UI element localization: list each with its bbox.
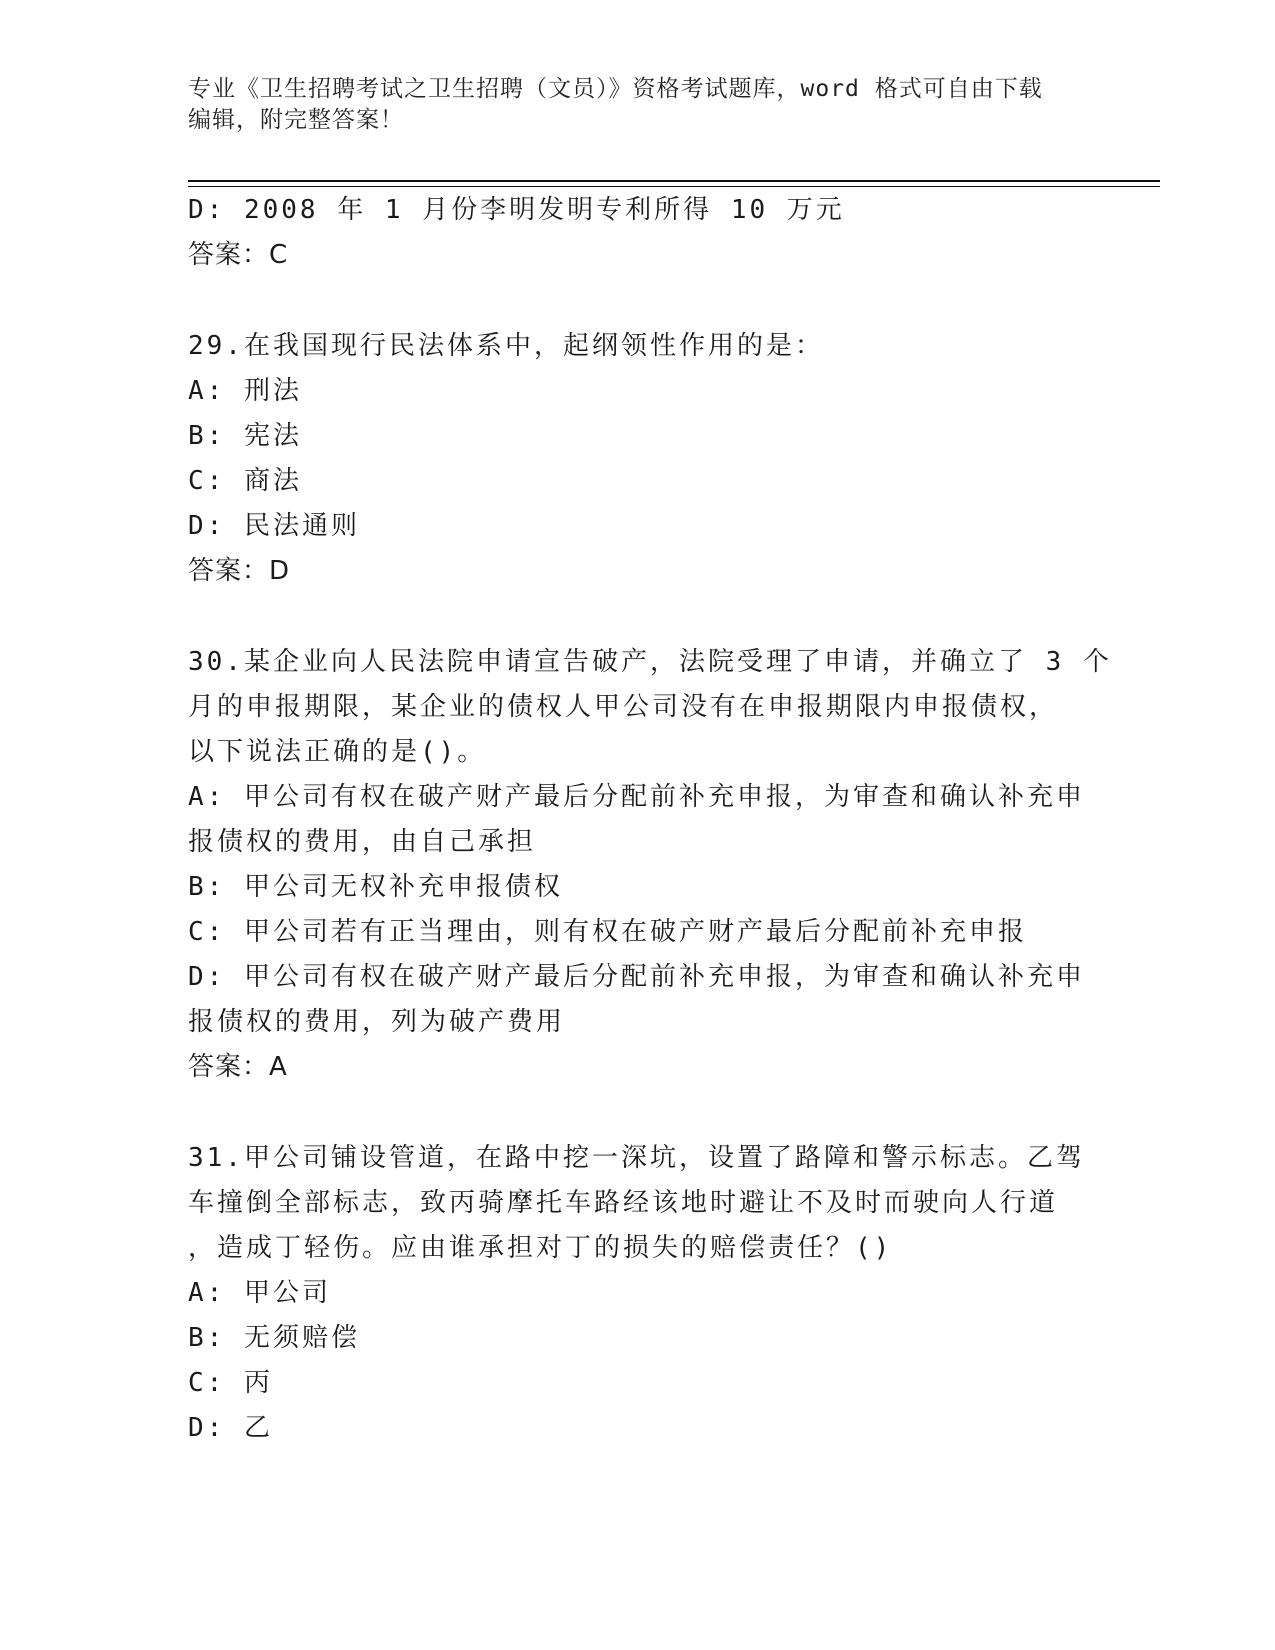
question-stem-line-3: 以下说法正确的是()。 [188,737,487,767]
option-c: C: 丙 [188,1368,273,1398]
question-stem-line-1: 30.某企业向人民法院申请宣告破产，法院受理了申请，并确立了 3 个 [188,647,1112,677]
header-line-1: 专业《卫生招聘考试之卫生招聘（文员）》资格考试题库，word 格式可自由下载 [188,76,1043,102]
option-c: C: 商法 [188,466,302,496]
option-c: C: 甲公司若有正当理由，则有权在破产财产最后分配前补充申报 [188,917,1027,947]
document-header [188,74,1088,136]
header-divider-thick [188,180,1160,182]
question-gap [188,594,1088,640]
option-d-line-1: D: 甲公司有权在破产财产最后分配前补充申报，为审查和确认补充申 [188,962,1085,992]
option-a-line-2: 报债权的费用，由自己承担 [188,827,537,857]
header-line-2: 编辑，附完整答案！ [188,107,404,133]
option-d: D: 乙 [188,1413,273,1443]
option-d: D: 民法通则 [188,511,360,541]
option-d: D: 2008 年 1 月份李明发明专利所得 10 万元 [188,195,845,225]
option-d-line-2: 报债权的费用，列为破产费用 [188,1007,566,1037]
question-stem-line-2: 车撞倒全部标志，致丙骑摩托车路经该地时避让不及时而驶向人行道 [188,1188,1059,1218]
answer: 答案：D [188,556,291,586]
option-b: B: 宪法 [188,421,302,451]
option-a: A: 刑法 [188,376,302,406]
question-30 [188,640,1112,1090]
header-divider-thin [188,186,1160,187]
question-31 [188,1136,1088,1451]
option-b: B: 甲公司无权补充申报债权 [188,872,563,902]
question-stem-line-1: 31.甲公司铺设管道，在路中挖一深坑，设置了路障和警示标志。乙驾 [188,1143,1085,1173]
question-29 [188,324,1088,594]
answer: 答案：C [188,240,289,270]
question-content [188,188,1112,1451]
answer: 答案：A [188,1052,288,1082]
option-a: A: 甲公司 [188,1278,331,1308]
question-gap [188,1090,1088,1136]
question-stem-line-2: 月的申报期限，某企业的债权人甲公司没有在申报期限内申报债权， [188,692,1059,722]
option-b: B: 无须赔偿 [188,1323,360,1353]
option-a-line-1: A: 甲公司有权在破产财产最后分配前补充申报，为审查和确认补充申 [188,782,1085,812]
question-gap [188,278,1088,324]
question-stem: 29.在我国现行民法体系中，起纲领性作用的是： [188,331,824,361]
previous-question-tail [188,188,1088,278]
question-stem-line-3: ，造成丁轻伤。应由谁承担对丁的损失的赔偿责任？() [188,1233,893,1263]
